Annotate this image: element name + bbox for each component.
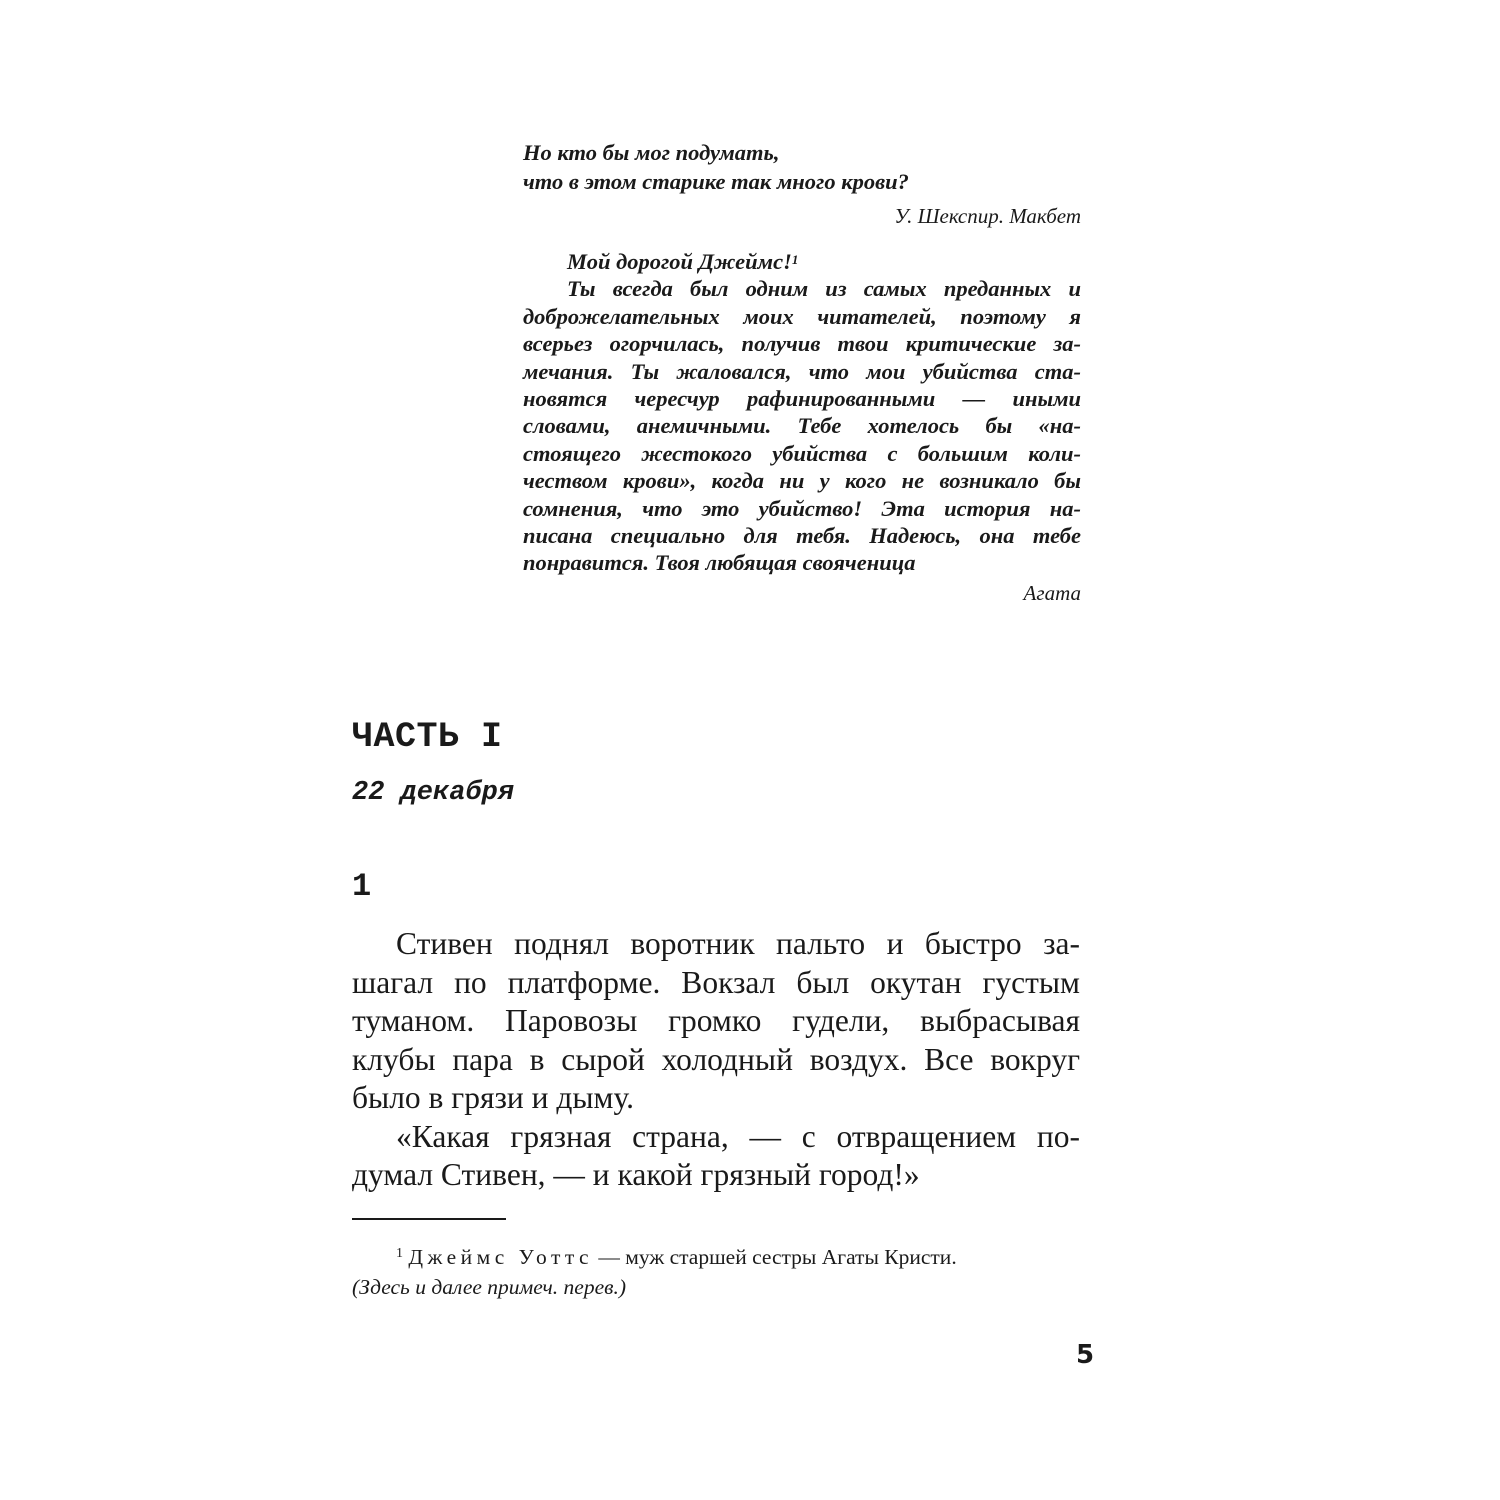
dedication-line: писана специально для тебя. Надеюсь, она тебе	[523, 522, 1081, 548]
chapter-body	[352, 925, 1080, 1195]
footnote-name: Джеймс Уоттс	[408, 1245, 594, 1269]
dedication-line: сомнения, что это убийство! Эта история на-	[523, 495, 1081, 521]
footnote	[352, 1242, 1080, 1302]
footnote-note: (Здесь и далее примеч. перев.)	[352, 1275, 626, 1299]
body-line: туманом. Паровозы громко гудели, выбрасывая	[352, 1003, 1080, 1038]
part-title: ЧАСТЬ I	[352, 717, 503, 757]
dedication-salutation	[523, 248, 1081, 275]
epigraph	[523, 138, 1081, 230]
epigraph-attribution: У. Шекспир. Макбет	[894, 204, 1081, 228]
epigraph-verse	[523, 138, 1081, 196]
dedication-line: чеством крови», когда ни у кого не возникало бы	[523, 468, 1081, 494]
footnote-number: 1	[396, 1246, 403, 1261]
dedication-line: новятся чересчур рафинированными — иными	[523, 385, 1081, 411]
part-date: 22 декабря	[352, 778, 515, 808]
epigraph-line: Но кто бы мог подумать,	[523, 140, 780, 165]
dedication-line: всерьез огорчилась, получив твои критические за-	[523, 331, 1081, 357]
dedication-line: мечания. Ты жаловался, что мои убийства ста-	[523, 358, 1081, 384]
footnote-divider	[352, 1218, 506, 1220]
body-line: «Какая грязная страна, — с отвращением по-	[396, 1118, 1080, 1154]
footnote-marker: 1	[791, 252, 799, 267]
footnote-text: — муж старшей сестры Агаты Кристи.	[593, 1245, 957, 1269]
salutation-text: Мой дорогой Джеймс!	[567, 249, 792, 274]
body-line: шагал по платформе. Вокзал был окутан густым	[352, 964, 1080, 1000]
dedication	[523, 248, 1081, 607]
body-line: клубы пара в сырой холодный воздух. Все вокруг	[352, 1041, 1080, 1077]
dedication-line: словами, анемичными. Тебе хотелось бы «на-	[523, 413, 1081, 439]
dedication-line: понравится. Твоя любящая свояченица	[523, 550, 916, 576]
dedication-line: Ты всегда был одним из самых преданных и	[567, 276, 1081, 302]
body-line: было в грязи и дыму.	[352, 1080, 634, 1115]
dedication-signature: Агата	[1023, 580, 1081, 605]
body-line: Стивен поднял воротник пальто и быстро за-	[396, 926, 1080, 961]
epigraph-line: что в этом старике так много крови?	[523, 169, 909, 194]
page-number: 5	[1076, 1340, 1095, 1370]
footnote-line	[352, 1242, 1080, 1272]
body-line: думал Стивен, — и какой грязный город!»	[352, 1157, 920, 1192]
dedication-line: стоящего жестокого убийства с большим коли-	[523, 440, 1081, 466]
chapter-number: 1	[352, 868, 372, 905]
dedication-line: доброжелательных моих читателей, поэтому я	[523, 303, 1081, 329]
